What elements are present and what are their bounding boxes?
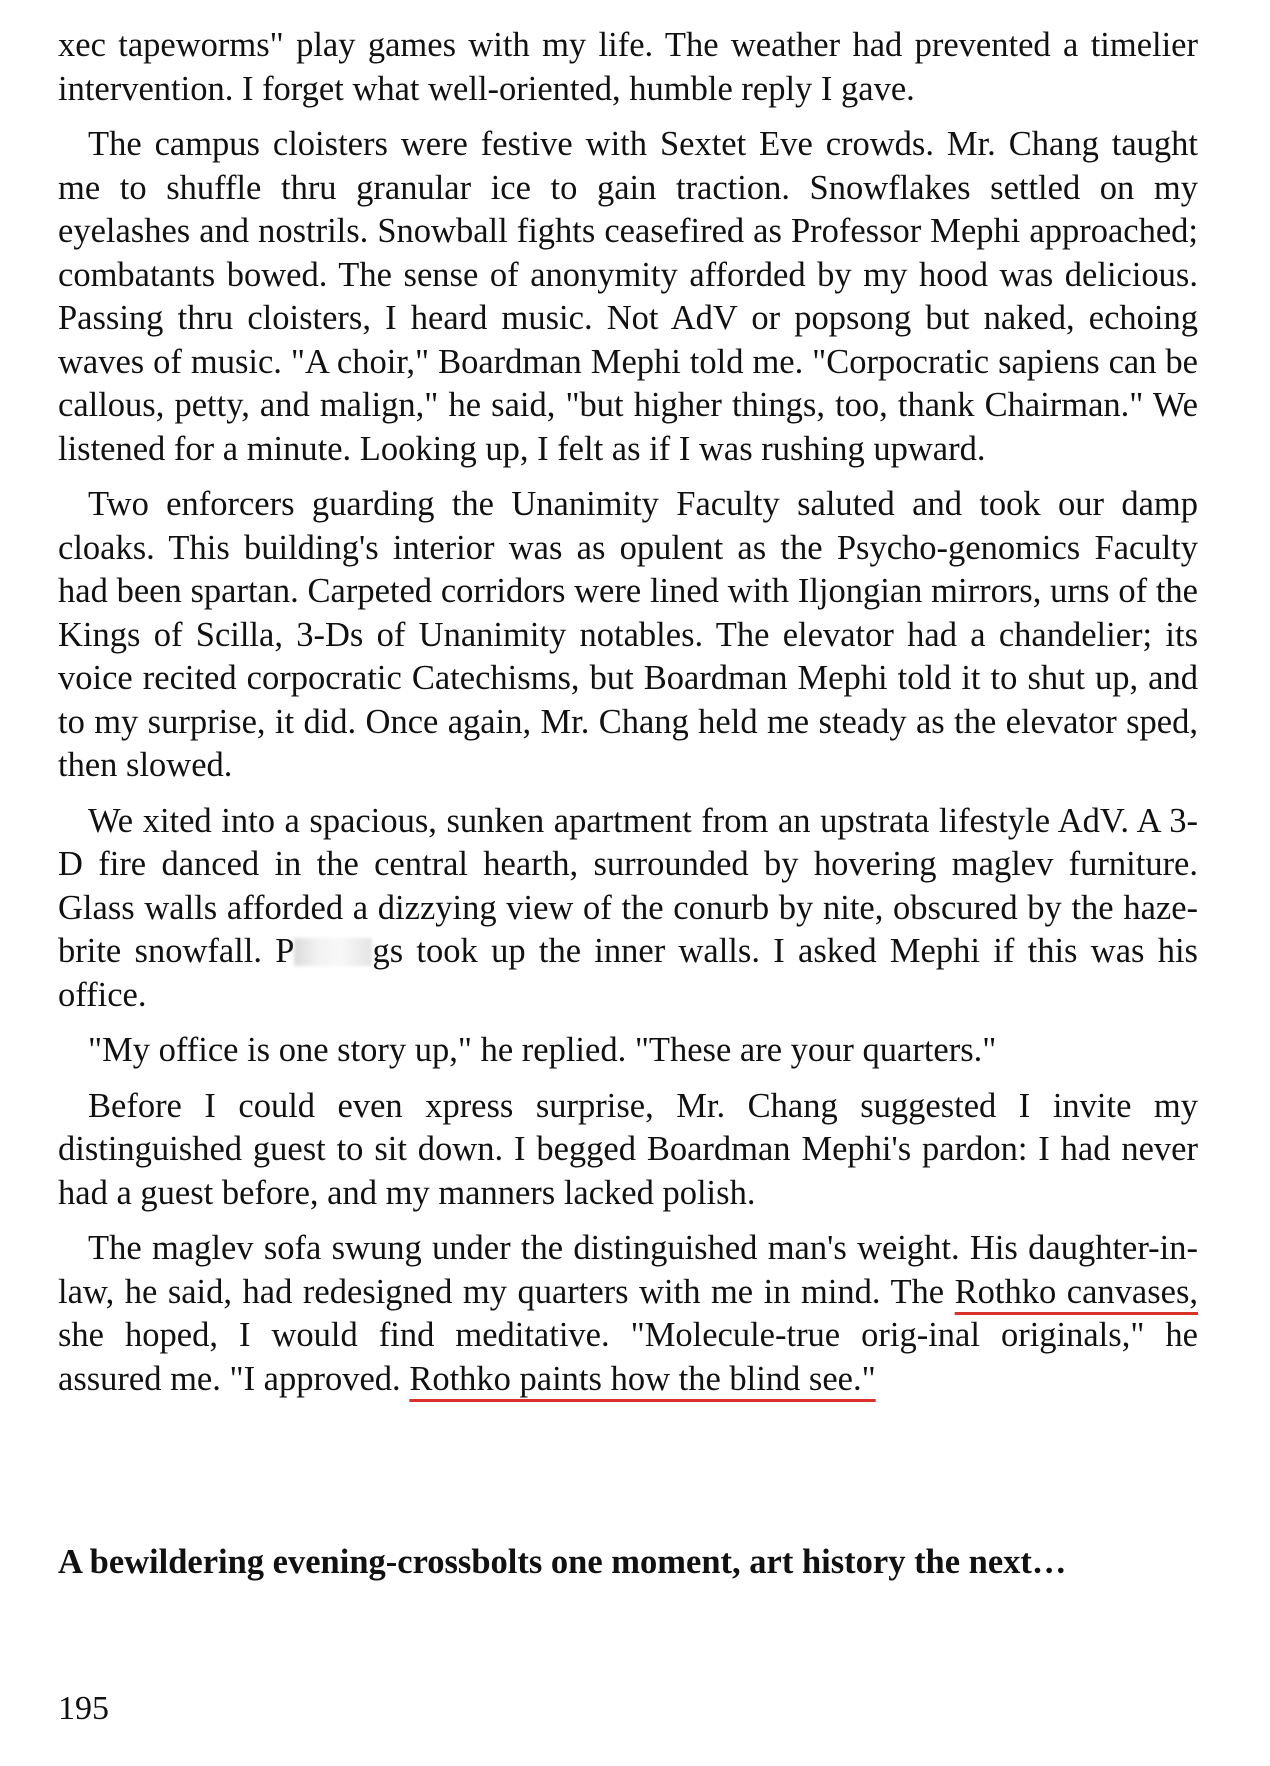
paragraph-3: Two enforcers guarding the Unanimity Faculty saluted and took our damp cloaks. This building's interior was as opulent as the Psycho-genomics Faculty had been spartan. Carpeted corridors were lined with Iljongian mirrors, urns of the Kings of Scilla, 3-Ds of Unanimity notables. The elevator had a chandelier; its voice recited corpocratic Catechisms, but Boardman Mephi told it to shut up, and to my surprise, it did. Once again, Mr. Chang held me steady as the elevator sped, then slowed.: [58, 485, 1198, 784]
paragraph-4-text-b: gs took up the inner walls. I asked Mephi if this was his office.: [58, 932, 1198, 1014]
blurred-redaction: [294, 938, 372, 966]
paragraph-7-text-a: The maglev sofa swung under the distinguished man's weight. His daughter-in-law, he said, had redesigned my quarters with me in mind. The: [58, 1229, 1198, 1311]
page-body: [58, 24, 1198, 1413]
underlined-highlight-rothko-canvases: Rothko canvases,: [954, 1272, 1198, 1311]
page-number: 195: [58, 1690, 109, 1727]
paragraph-4: [58, 800, 1198, 1018]
paragraph-7: [58, 1227, 1198, 1401]
paragraph-5: "My office is one story up," he replied. "These are your quarters.": [88, 1031, 997, 1069]
paragraph-4-text-a: We xited into a spacious, sunken apartment from an upstrata lifestyle AdV. A 3-D fire danced in the central hearth, surrounded by hovering maglev furniture. Glass walls afforded a dizzying view of the conurb by nite, obscured by the haze-brite snowfall. P: [58, 801, 1198, 970]
paragraph-6: Before I could even xpress surprise, Mr. Chang suggested I invite my distinguished guest to sit down. I begged Boardman Mephi's pardon: I had never had a guest before, and my manners lacked polish.: [58, 1086, 1198, 1212]
chapter-teaser: A bewildering evening-crossbolts one moment, art history the next…: [58, 1543, 1067, 1581]
underlined-highlight-rothko-paints: Rothko paints how the blind see.": [409, 1359, 876, 1398]
paragraph-1: xec tapeworms" play games with my life. The weather had prevented a timelier intervention. I forget what well-oriented, humble reply I gave.: [58, 26, 1198, 108]
paragraph-7-text-b: she hoped, I would find meditative. "Molecule-true orig-inal originals," he assured me. "I approved.: [58, 1316, 1198, 1398]
paragraph-2: The campus cloisters were festive with Sextet Eve crowds. Mr. Chang taught me to shuffle thru granular ice to gain traction. Snowflakes settled on my eyelashes and nostrils. Snowball fights ceasefired as Professor Mephi approached; combatants bowed. The sense of anonymity afforded by my hood was delicious. Passing thru cloisters, I heard music. Not AdV or popsong but naked, echoing waves of music. "A choir," Boardman Mephi told me. "Corpocratic sapiens can be callous, petty, and malign," he said, "but higher things, too, thank Chairman." We listened for a minute. Looking up, I felt as if I was rushing upward.: [58, 125, 1198, 468]
